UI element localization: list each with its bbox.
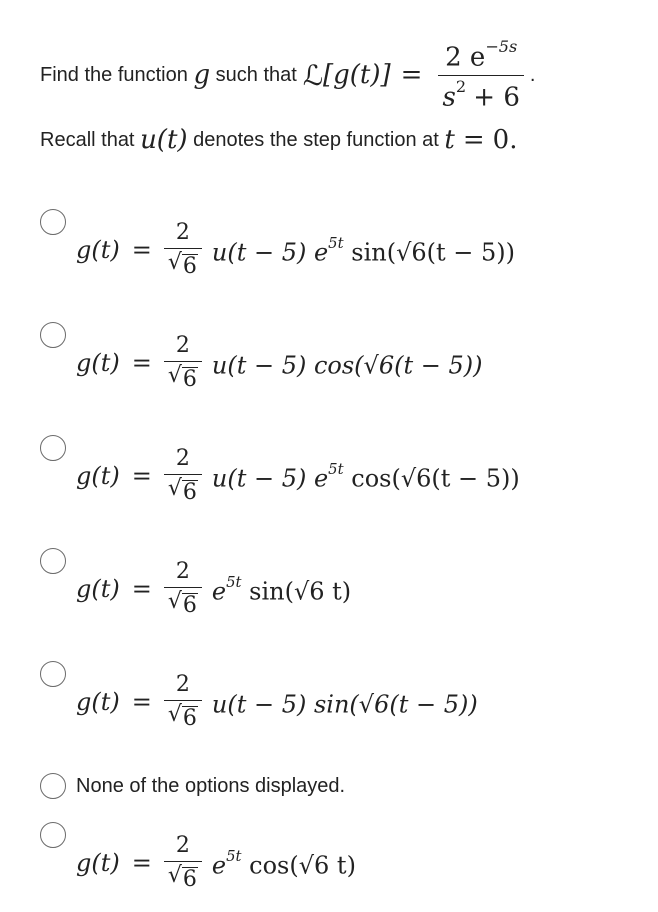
option-rest: u(t − 5) $e^{5t}$ cos(√6(t − 5)) [211, 459, 520, 493]
option-fraction [164, 673, 202, 730]
fraction-numerator: 2 [175, 672, 190, 698]
recall-note [40, 120, 517, 160]
radio-button[interactable] [40, 548, 66, 574]
radio-button[interactable] [40, 822, 66, 848]
option-lhs: g(t) [76, 236, 120, 264]
option-equals: = [131, 349, 152, 377]
radicand: 6 [182, 705, 197, 731]
fraction-numerator: 2 [175, 833, 190, 859]
answer-option-3[interactable] [40, 431, 650, 521]
question-g: g [193, 60, 211, 90]
sqrt-sign: √ [167, 588, 182, 614]
recall-text2: denotes the step function at [193, 128, 439, 151]
option-rest: u(t − 5) sin(√6(t − 5)) [211, 690, 478, 719]
option-equals: = [131, 462, 152, 490]
laplace-symbol: ℒ [302, 58, 323, 92]
fraction-bar [438, 75, 523, 76]
radicand: 6 [182, 479, 197, 505]
option-expression [76, 205, 515, 295]
answer-option-1[interactable] [40, 205, 650, 295]
option-equals: = [131, 688, 152, 716]
answer-option-7[interactable] [40, 818, 650, 908]
radio-button[interactable] [40, 322, 66, 348]
answer-option-4[interactable] [40, 544, 650, 634]
laplace-arg: [g(t)] [323, 60, 391, 90]
radio-button[interactable] [40, 773, 66, 799]
option-expression [76, 544, 351, 634]
radio-button[interactable] [40, 661, 66, 687]
option-expression [76, 318, 482, 408]
radicand: 6 [182, 592, 197, 618]
radicand: 6 [182, 253, 197, 279]
sqrt-sign: √ [167, 475, 182, 501]
question-prompt [40, 37, 536, 113]
radio-button[interactable] [40, 435, 66, 461]
recall-u: u(t) [140, 125, 188, 155]
option-rest: $e^{5t}$ cos(√6 t) [211, 846, 356, 880]
fraction-numerator: 2 [175, 446, 190, 472]
rhs-numerator: 2 e [445, 42, 486, 73]
answer-option-5[interactable] [40, 657, 650, 747]
fraction-numerator: 2 [175, 220, 190, 246]
option-equals: = [131, 575, 152, 603]
fraction-numerator: 2 [175, 333, 190, 359]
recall-t: t [444, 125, 455, 155]
option-expression [76, 657, 478, 747]
question-prefix: Find the function [40, 63, 188, 86]
option-lhs: g(t) [76, 462, 120, 490]
option-rest: $e^{5t}$ sin(√6 t) [211, 572, 352, 606]
recall-equals: = [462, 125, 485, 155]
radicand: 6 [182, 366, 197, 392]
question-period: . [529, 63, 536, 86]
answer-option-none[interactable] [40, 770, 345, 802]
fraction-numerator: 2 [175, 559, 190, 585]
option-lhs: g(t) [76, 688, 120, 716]
option-expression [76, 818, 356, 908]
sqrt-sign: √ [167, 362, 182, 388]
sqrt-sign: √ [167, 701, 182, 727]
rhs-denominator: s [442, 82, 456, 113]
option-fraction [164, 447, 202, 504]
sqrt-sign: √ [167, 862, 182, 888]
option-fraction [164, 221, 202, 278]
option-fraction [164, 560, 202, 617]
option-equals: = [131, 849, 152, 877]
option-rest: u(t − 5) cos(√6(t − 5)) [211, 351, 483, 380]
rhs-denominator-rest: + 6 [473, 82, 520, 113]
option-lhs: g(t) [76, 349, 120, 377]
option-fraction [164, 334, 202, 391]
option-rest: u(t − 5) $e^{5t}$ sin(√6(t − 5)) [211, 233, 515, 267]
question-equals: = [400, 60, 423, 90]
question-middle: such that [215, 63, 297, 86]
none-option-label: None of the options displayed. [76, 774, 346, 797]
option-lhs: g(t) [76, 849, 120, 877]
option-fraction [164, 834, 202, 891]
radio-button[interactable] [40, 209, 66, 235]
question-fraction [438, 38, 523, 112]
rhs-denominator-exp: 2 [455, 76, 467, 96]
recall-text: Recall that [40, 128, 135, 151]
option-equals: = [131, 236, 152, 264]
recall-zero: 0. [492, 125, 518, 155]
option-expression [76, 431, 520, 521]
rhs-numerator-exp: −5s [485, 37, 518, 57]
radicand: 6 [182, 866, 197, 892]
sqrt-sign: √ [167, 249, 182, 275]
answer-option-2[interactable] [40, 318, 650, 408]
option-lhs: g(t) [76, 575, 120, 603]
